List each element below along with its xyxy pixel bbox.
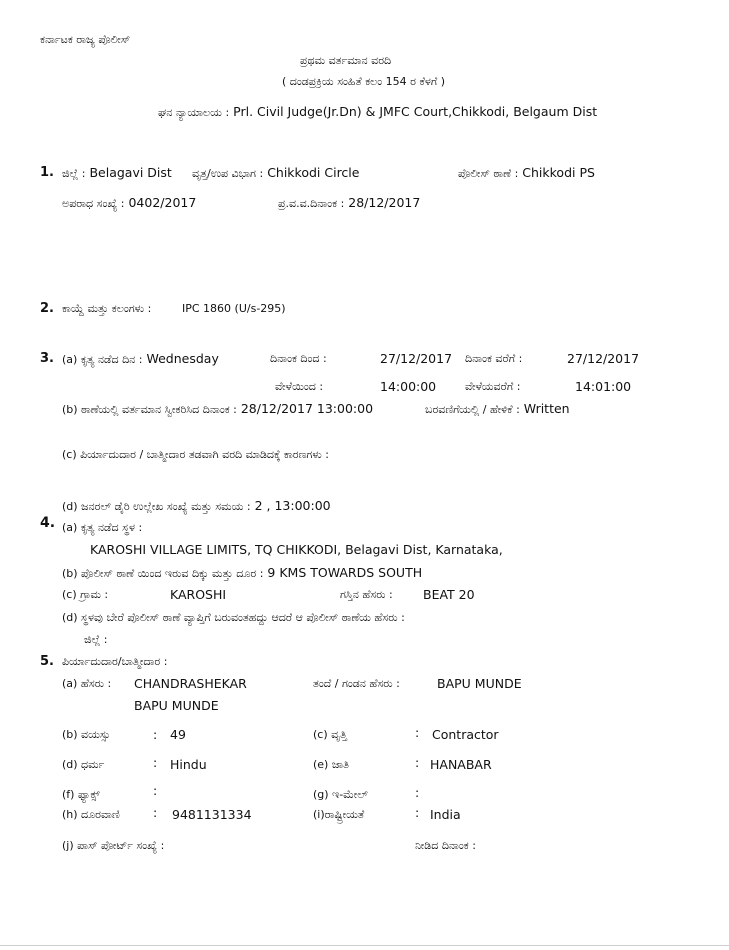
section-3-number: 3. [40, 351, 54, 366]
occupation-label: (c) ವೃತ್ತಿ [313, 728, 347, 741]
section-4-number: 4. [40, 515, 56, 531]
nationality-colon: : [415, 805, 420, 820]
section-2-number: 2. [40, 301, 54, 316]
occurrence-day-value: Wednesday [146, 351, 219, 366]
caste-colon: : [415, 755, 420, 770]
place-of-occurrence-value: KAROSHI VILLAGE LIMITS, TQ CHIKKODI, Belagavi Dist, Karnataka, [90, 542, 503, 557]
state-police-heading: ಕರ್ನಾಟಕ ರಾಜ್ಯ ಪೊಲೀಸ್ [40, 33, 131, 46]
caste-value: HANABAR [430, 757, 492, 772]
district-value: Belagavi Dist [89, 165, 172, 180]
received-date-field [62, 401, 373, 416]
received-date-label: (b) ಠಾಣೆಯಲ್ಲಿ ವರ್ತಮಾನ ಸ್ವೀಕರಿಸಿದ ದಿನಾಂಕ : [62, 403, 237, 416]
complainant-heading: ಪಿರ್ಯಾದುದಾರ/ಬಾತ್ಮೀದಾರ : [62, 655, 168, 668]
to-date-value: 27/12/2017 [567, 351, 640, 366]
beat-label: ಗಸ್ತಿನ ಹೆಸರು : [340, 588, 393, 601]
father-name-value: BAPU MUNDE [437, 676, 522, 691]
acts-sections-label: ಕಾಯ್ದೆ ಮತ್ತು ಕಲಂಗಳು : [62, 302, 152, 315]
name-value-line1: CHANDRASHEKAR [134, 676, 247, 691]
fir-date-value: 28/12/2017 [348, 195, 421, 210]
occupation-colon: : [415, 725, 420, 740]
phone-colon: : [153, 805, 158, 820]
general-diary-field [62, 498, 331, 513]
report-mode-label: ಬರವಣಿಗೆಯಲ್ಲಿ / ಹೇಳಿಕೆ : [425, 403, 520, 416]
station-label: ಪೊಲೀಸ್ ಠಾಣೆ : [458, 167, 519, 180]
district-label: ಜಿಲ್ಲೆ : [62, 167, 86, 180]
received-date-value: 28/12/2017 13:00:00 [240, 401, 374, 416]
fir-date-label: ಪ್ರ.ವ.ವ.ದಿನಾಂಕ : [278, 197, 345, 210]
village-label: (c) ಗ್ರಾಮ : [62, 588, 109, 601]
fax-colon: : [153, 783, 158, 798]
station-value: Chikkodi PS [522, 165, 595, 180]
crime-number-field [62, 195, 196, 210]
crime-number-value: 0402/2017 [128, 195, 197, 210]
acts-sections-value: IPC 1860 (U/s-295) [182, 302, 286, 315]
circle-field [192, 165, 359, 180]
religion-colon: : [153, 755, 158, 770]
report-mode-value: Written [523, 401, 570, 416]
place-of-occurrence-label: (a) ಕೃತ್ಯ ನಡೆದ ಸ್ಥಳ : [62, 521, 143, 534]
delay-reason-text: (c) ಪಿರ್ಯಾದುದಾರ / ಬಾತ್ಮೀದಾರ ತಡವಾಗಿ ವರದಿ ಮಾಡಿದಕ್ಕೆ ಕಾರಣಗಳು : [62, 448, 330, 461]
delay-reason-label [62, 446, 329, 461]
district-field [62, 165, 172, 180]
section-1-number: 1. [40, 165, 54, 180]
other-station-label: (d) ಸ್ಥಳವು ಬೇರೆ ಪೊಲೀಸ್ ಠಾಣೆ ವ್ಯಾಪ್ತಿಗೆ ಬರುವಂತಹದ್ದು ಆದರೆ ಆ ಪೊಲೀಸ್ ಠಾಣೆಯ ಹೆಸರು : [62, 611, 405, 624]
email-label: (g) ಇ-ಮೇಲ್ [313, 788, 368, 801]
name-label: (a) ಹೆಸರು : [62, 677, 112, 690]
to-date-label: ದಿನಾಂಕ ವರೆಗೆ : [465, 352, 523, 365]
nationality-value: India [430, 807, 461, 822]
direction-distance-label: (b) ಪೊಲೀಸ್ ಠಾಣೆ ಯಿಂದ ಇರುವ ದಿಕ್ಕು ಮತ್ತು ದೂರ : [62, 567, 264, 580]
from-date-value: 27/12/2017 [380, 351, 453, 366]
fir-date-field [278, 195, 420, 210]
general-diary-label: (d) ಜನರಲ್ ಡೈರಿ ಉಲ್ಲೇಖ ಸಂಖ್ಯೆ ಮತ್ತು ಸಮಯ : [62, 500, 251, 513]
religion-label: (d) ಧರ್ಮ [62, 758, 105, 771]
to-time-label: ವೇಳೆಯವರೆಗೆ : [465, 380, 521, 393]
beat-value: BEAT 20 [423, 587, 475, 602]
other-district-label: ಜಿಲ್ಲೆ : [84, 633, 108, 646]
passport-number-label: (j) ಪಾಸ್ ಪೋರ್ಟ್ ಸಂಖ್ಯೆ : [62, 839, 165, 852]
court-value: Prl. Civil Judge(Jr.Dn) & JMFC Court,Chikkodi, Belgaum Dist [233, 104, 598, 119]
father-name-label: ತಂದೆ / ಗಂಡನ ಹೆಸರು : [313, 677, 400, 690]
email-colon: : [415, 785, 420, 800]
occurrence-day-field [62, 351, 219, 366]
name-value-line2: BAPU MUNDE [134, 698, 219, 713]
general-diary-value: 2 , 13:00:00 [254, 498, 331, 513]
village-value: KAROSHI [170, 587, 227, 602]
caste-label: (e) ಜಾತಿ [313, 758, 349, 771]
from-time-value: 14:00:00 [380, 379, 437, 394]
age-label: (b) ವಯಸ್ಸು [62, 728, 111, 741]
court-line [158, 104, 597, 119]
document-title: ಪ್ರಥಮ ವರ್ತಮಾನ ವರದಿ [300, 54, 392, 67]
nationality-label: (i)ರಾಷ್ಟ್ರೀಯತೆ [313, 808, 365, 821]
court-label: ಘನ ನ್ಯಾಯಾಲಯ : [158, 106, 230, 119]
report-mode-field [425, 401, 570, 416]
religion-value: Hindu [170, 757, 207, 772]
section-5-number: 5. [40, 654, 54, 669]
age-colon: : [153, 727, 158, 742]
from-time-label: ವೇಳೆಯಿಂದ : [275, 380, 324, 393]
to-time-value: 14:01:00 [575, 379, 632, 394]
occupation-value: Contractor [432, 727, 499, 742]
direction-distance-value: 9 KMS TOWARDS SOUTH [267, 565, 423, 580]
fax-label: (f) ಫ್ಯಾಕ್ಸ್ [62, 788, 100, 801]
direction-distance-field [62, 565, 422, 580]
from-date-label: ದಿನಾಂಕ ದಿಂದ : [270, 352, 327, 365]
circle-value: Chikkodi Circle [267, 165, 360, 180]
page-bottom-divider [0, 945, 729, 946]
document-subtitle: ( ದಂಡಪ್ರಕ್ರಿಯ ಸಂಹಿತೆ ಕಲಂ 154 ರ ಕೆಳಗೆ ) [282, 75, 446, 88]
issue-date-label: ನೀಡಿದ ದಿನಾಂಕ : [415, 839, 476, 852]
age-value: 49 [170, 727, 186, 742]
phone-value: 9481131334 [172, 807, 252, 822]
phone-label: (h) ದೂರವಾಣಿ [62, 808, 120, 821]
circle-label: ವೃತ್ತ/ಉಪ ವಿಭಾಗ : [192, 167, 264, 180]
crime-number-label: ಅಪರಾಧ ಸಂಖ್ಯೆ : [62, 197, 125, 210]
station-field [458, 165, 595, 180]
occurrence-day-label: (a) ಕೃತ್ಯ ನಡೆದ ದಿನ : [62, 353, 143, 366]
